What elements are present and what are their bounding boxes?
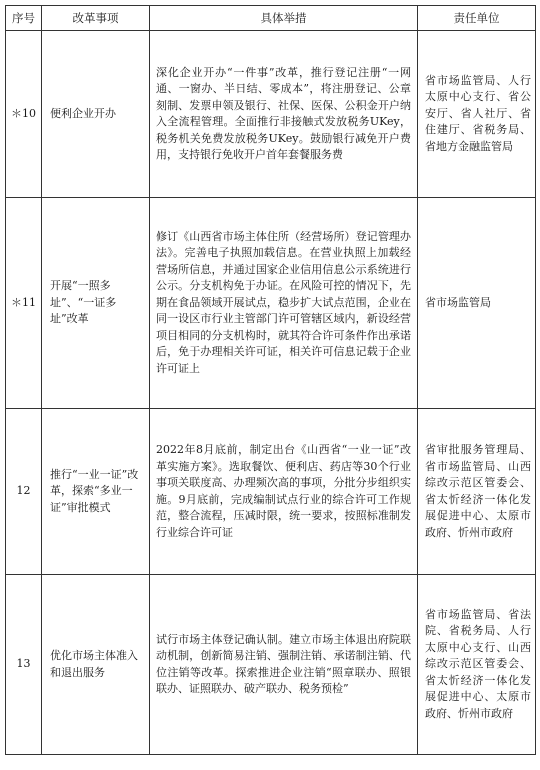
header-no: 序号: [6, 6, 42, 31]
row-measure: 试行市场主体登记确认制。建立市场主体退出府院联动机制，创新简易注销、强制注销、承诺制注销、代位注销等改革。探索推进企业注销“照章联办、照银联办、证照联办、破产联办、税务预检”: [150, 575, 418, 755]
row-unit: 省市场监管局: [418, 198, 536, 409]
row-item: 开展“一照多址”、“一证多址”改革: [42, 198, 150, 409]
row-measure: 2022年8月底前，制定出台《山西省“一业一证”改革实施方案》。选取餐饮、便利店、药店等30个行业事项关联度高、办理频次高的事项，分批分步组织实施。9月底前，完成编制试点行业的综合许可工作规范，整合流程，压减时限，统一要求，按照标准制发行业综合许可证: [150, 409, 418, 575]
row-unit: 省审批服务管理局、省市场监管局、山西综改示范区管委会、省太忻经济一体化发展促进中心、太原市政府、忻州市政府: [418, 409, 536, 575]
table-header-row: [6, 6, 536, 31]
table-row: [6, 409, 536, 575]
row-no: 12: [6, 409, 42, 575]
header-item: 改革事项: [42, 6, 150, 31]
row-item: 推行“一业一证”改革，探索“多业一证”审批模式: [42, 409, 150, 575]
row-unit: 省市场监管局、省法院、省税务局、人行太原中心支行、山西综改示范区管委会、省太忻经济一体化发展促进中心、太原市政府、忻州市政府: [418, 575, 536, 755]
header-measure: 具体举措: [150, 6, 418, 31]
row-no: 13: [6, 575, 42, 755]
row-no: ＊11: [6, 198, 42, 409]
row-item: 优化市场主体准入和退出服务: [42, 575, 150, 755]
table-row: [6, 575, 536, 755]
row-unit: 省市场监管局、人行太原中心支行、省公安厅、省人社厅、省住建厅、省税务局、省地方金融监管局: [418, 31, 536, 198]
table-row: [6, 31, 536, 198]
header-unit: 责任单位: [418, 6, 536, 31]
table-row: [6, 198, 536, 409]
reform-table: [5, 5, 536, 755]
row-item: 便利企业开办: [42, 31, 150, 198]
row-no: ＊10: [6, 31, 42, 198]
row-measure: 修订《山西省市场主体住所（经营场所）登记管理办法》。完善电子执照加载信息。在营业执照上加载经营场所信息，并通过国家企业信用信息公示系统进行公示。分支机构免于办证。在风险可控的情况下，先期在食品领域开展试点，稳步扩大试点范围，企业在同一设区市行业主管部门许可管辖区域内，新设经营项目相同的分支机构时，就其符合许可条件作出承诺后，免于办理相关许可证，相关许可信息记载于企业许可证上: [150, 198, 418, 409]
row-measure: 深化企业开办“一件事”改革，推行登记注册“一网通、一窗办、半日结、零成本”，将注册登记、公章刻制、发票申领及银行、社保、医保、公积金开户纳入全流程管理。全面推行非接触式发放税务UKey，税务机关免费发放税务UKey。鼓励银行减免开户费用，支持银行免收开户首年套餐服务费: [150, 31, 418, 198]
reform-table-container: [5, 5, 535, 755]
